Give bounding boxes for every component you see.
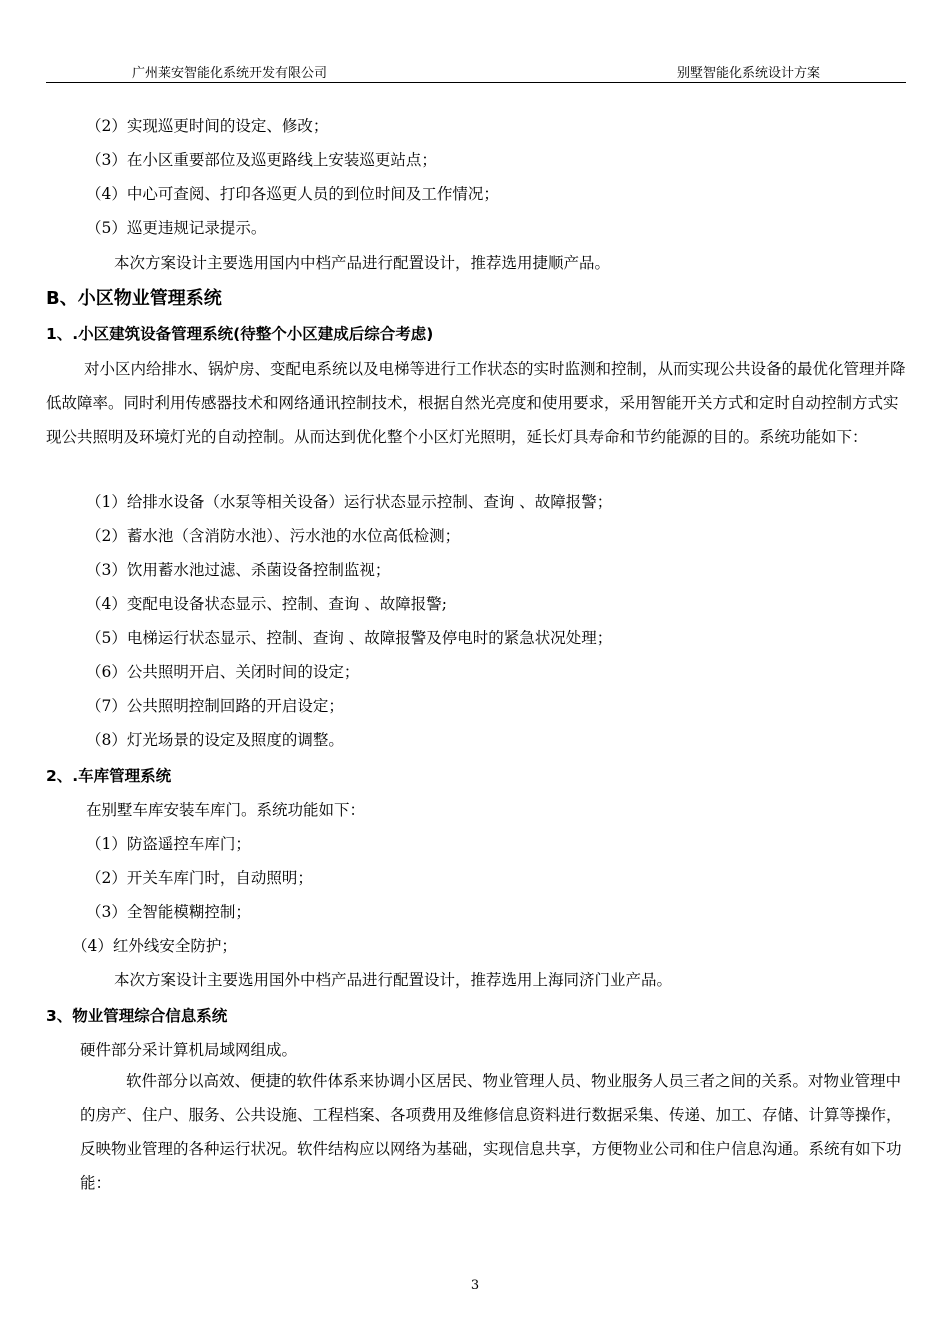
equipment-item-8: （8）灯光场景的设定及照度的调整。 [86,731,344,749]
patrol-item-5: （5）巡更违规记录提示。 [86,219,267,237]
section-3-title: 3、物业管理综合信息系统 [46,1007,228,1025]
section-2-intro: 在别墅车库安装车库门。系统功能如下： [86,801,366,819]
equipment-item-4: （4）变配电设备状态显示、控制、查询 、故障报警; [86,595,448,613]
patrol-recommendation: 本次方案设计主要选用国内中档产品进行配置设计，推荐选用捷顺产品。 [114,254,611,272]
equipment-item-2: （2）蓄水池（含消防水池）、污水池的水位高低检测； [86,527,461,545]
page-number: 3 [470,1278,480,1293]
header-doc-title: 别墅智能化系统设计方案 [676,66,820,81]
equipment-item-6: （6）公共照明开启、关闭时间的设定； [86,663,360,681]
section-3-hardware: 硬件部分采计算机局域网组成。 [80,1041,298,1059]
header-company: 广州莱安智能化系统开发有限公司 [132,66,328,81]
patrol-item-2: （2）实现巡更时间的设定、修改； [86,117,329,135]
garage-item-3: （3）全智能模糊控制； [86,903,251,921]
section-3-paragraph: 软件部分以高效、便捷的软件体系来协调小区居民、物业管理人员、物业服务人员三者之间的关系。对物业管理中的房产、住户、服务、公共设施、工程档案、各项费用及维修信息资料进行数据采集、传递、加工、存储、计算等操作，反映物业管理的各种运行状况。软件结构应以网络为基础，实现信息共享，方便物业公司和住户信息沟通。系统有如下功能： [80,1072,902,1192]
page-header [46,60,906,83]
patrol-item-4: （4）中心可查阅、打印各巡更人员的到位时间及工作情况； [86,185,499,203]
section-2-title: 2、.车库管理系统 [46,767,172,785]
equipment-item-5: （5）电梯运行状态显示、控制、查询 、故障报警及停电时的紧急状况处理； [86,629,613,647]
equipment-item-1: （1）给排水设备（水泵等相关设备）运行状态显示控制、查询 、故障报警； [86,493,613,511]
section-1-paragraph: 对小区内给排水、锅炉房、变配电系统以及电梯等进行工作状态的实时监测和控制，从而实现公共设备的最优化管理并降低故障率。同时利用传感器技术和网络通讯控制技术，根据自然光亮度和使用要求，采用智能开关方式和定时自动控制方式实现公共照明及环境灯光的自动控制。从而达到优化整个小区灯光照明，延长灯具寿命和节约能源的目的。系统功能如下： [46,360,906,446]
equipment-item-3: （3）饮用蓄水池过滤、杀菌设备控制监视； [86,561,391,579]
section-b-title: B、小区物业管理系统 [46,288,222,309]
garage-recommendation: 本次方案设计主要选用国外中档产品进行配置设计，推荐选用上海同济门业产品。 [114,971,673,989]
garage-item-2: （2）开关车库门时，自动照明； [86,869,313,887]
garage-item-4: （4）红外线安全防护； [72,937,237,955]
equipment-item-7: （7）公共照明控制回路的开启设定； [86,697,344,715]
garage-item-1: （1）防盗遥控车库门； [86,835,251,853]
section-1-title: 1、.小区建筑设备管理系统(待整个小区建成后综合考虑) [46,325,434,343]
patrol-item-3: （3）在小区重要部位及巡更路线上安装巡更站点； [86,151,437,169]
